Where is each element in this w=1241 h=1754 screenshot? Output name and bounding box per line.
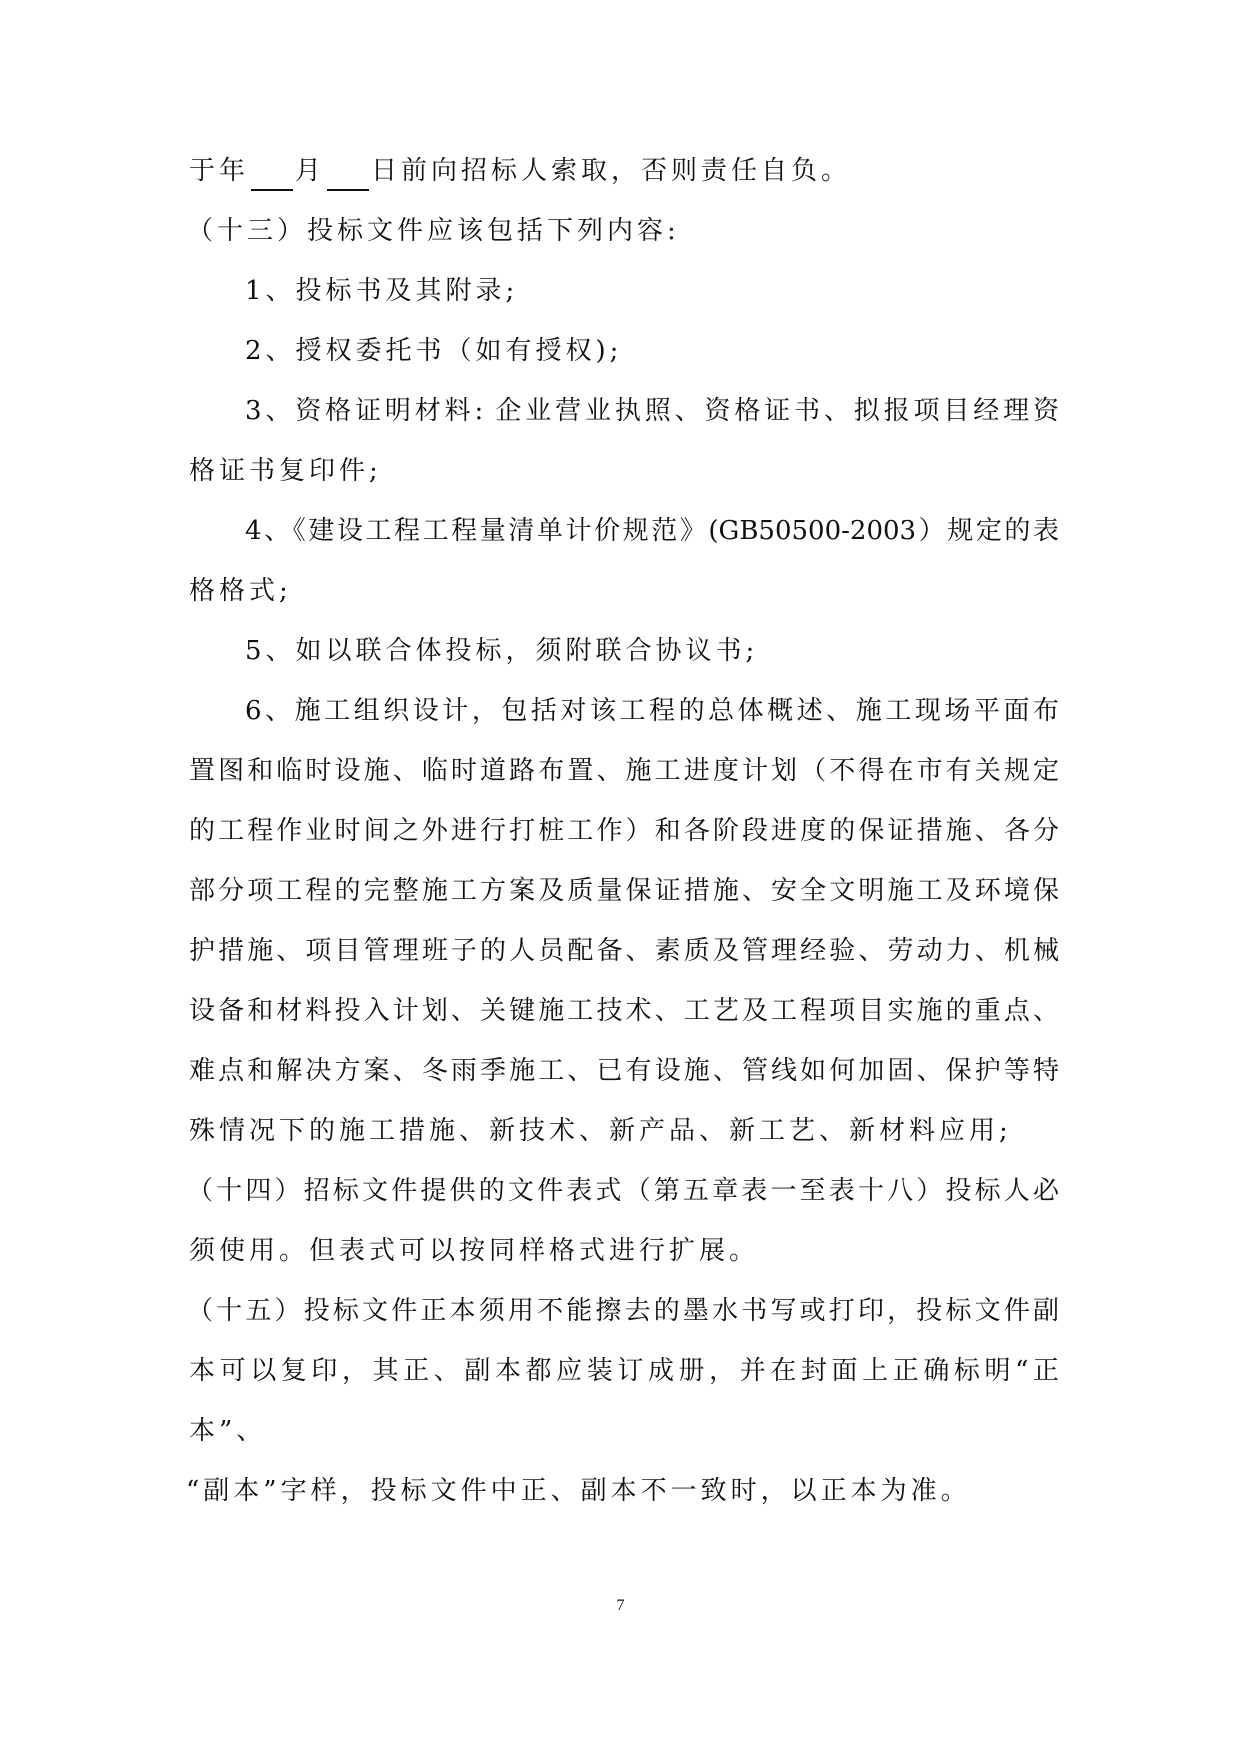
section-heading: （十四）招标文件提供的文件表式（第五章表一至表十八）投标人必 xyxy=(187,1176,1059,1206)
text-line: 的工程作业时间之外进行打桩工作）和各阶段进度的保证措施、各分 xyxy=(189,816,1059,846)
text-segment: 月 xyxy=(295,156,326,186)
page-number: 7 xyxy=(616,1597,625,1614)
text-line xyxy=(189,151,851,191)
text-line: 须使用。但表式可以按同样格式进行扩展。 xyxy=(189,1236,760,1266)
list-item: 2、授权委托书（如有授权); xyxy=(245,336,623,366)
text-line: 格格式; xyxy=(189,576,292,606)
text-line: 部分项工程的完整施工方案及质量保证措施、安全文明施工及环境保 xyxy=(189,876,1059,906)
text-line: 本”、 xyxy=(189,1416,267,1446)
list-item: 1、投标书及其附录; xyxy=(245,276,519,306)
text-line: 置图和临时设施、临时道路布置、施工进度计划（不得在市有关规定 xyxy=(189,756,1059,786)
section-heading: （十三）投标文件应该包括下列内容: xyxy=(187,216,680,246)
text-line: 格证书复印件; xyxy=(189,456,382,486)
blank-underline xyxy=(327,161,369,191)
list-item: 3、资格证明材料: 企业营业执照、资格证书、拟报项目经理资 xyxy=(245,396,1059,426)
section-heading: （十五）投标文件正本须用不能擦去的墨水书写或打印，投标文件副 xyxy=(187,1296,1059,1326)
list-item: 6、施工组织设计，包括对该工程的总体概述、施工现场平面布 xyxy=(245,696,1059,726)
text-line: 殊情况下的施工措施、新技术、新产品、新工艺、新材料应用; xyxy=(189,1116,1012,1146)
text-line: “副本”字样，投标文件中正、副本不一致时，以正本为准。 xyxy=(186,1476,971,1506)
list-item: 5、如以联合体投标，须附联合协议书; xyxy=(245,636,759,666)
text-line: 难点和解决方案、冬雨季施工、已有设施、管线如何加固、保护等特 xyxy=(189,1056,1059,1086)
list-item: 4、《建设工程工程量清单计价规范》(GB50500-2003）规定的表 xyxy=(245,516,1059,546)
text-segment: 于年 xyxy=(189,156,250,186)
text-line: 设备和材料投入计划、关键施工技术、工艺及工程项目实施的重点、 xyxy=(189,996,1059,1026)
text-line: 护措施、项目管理班子的人员配备、素质及管理经验、劳动力、机械 xyxy=(189,936,1059,966)
blank-underline xyxy=(251,161,293,191)
text-segment: 日前向招标人索取，否则责任自负。 xyxy=(371,156,852,186)
text-line: 本可以复印，其正、副本都应装订成册，并在封面上正确标明“正 xyxy=(189,1356,1059,1386)
